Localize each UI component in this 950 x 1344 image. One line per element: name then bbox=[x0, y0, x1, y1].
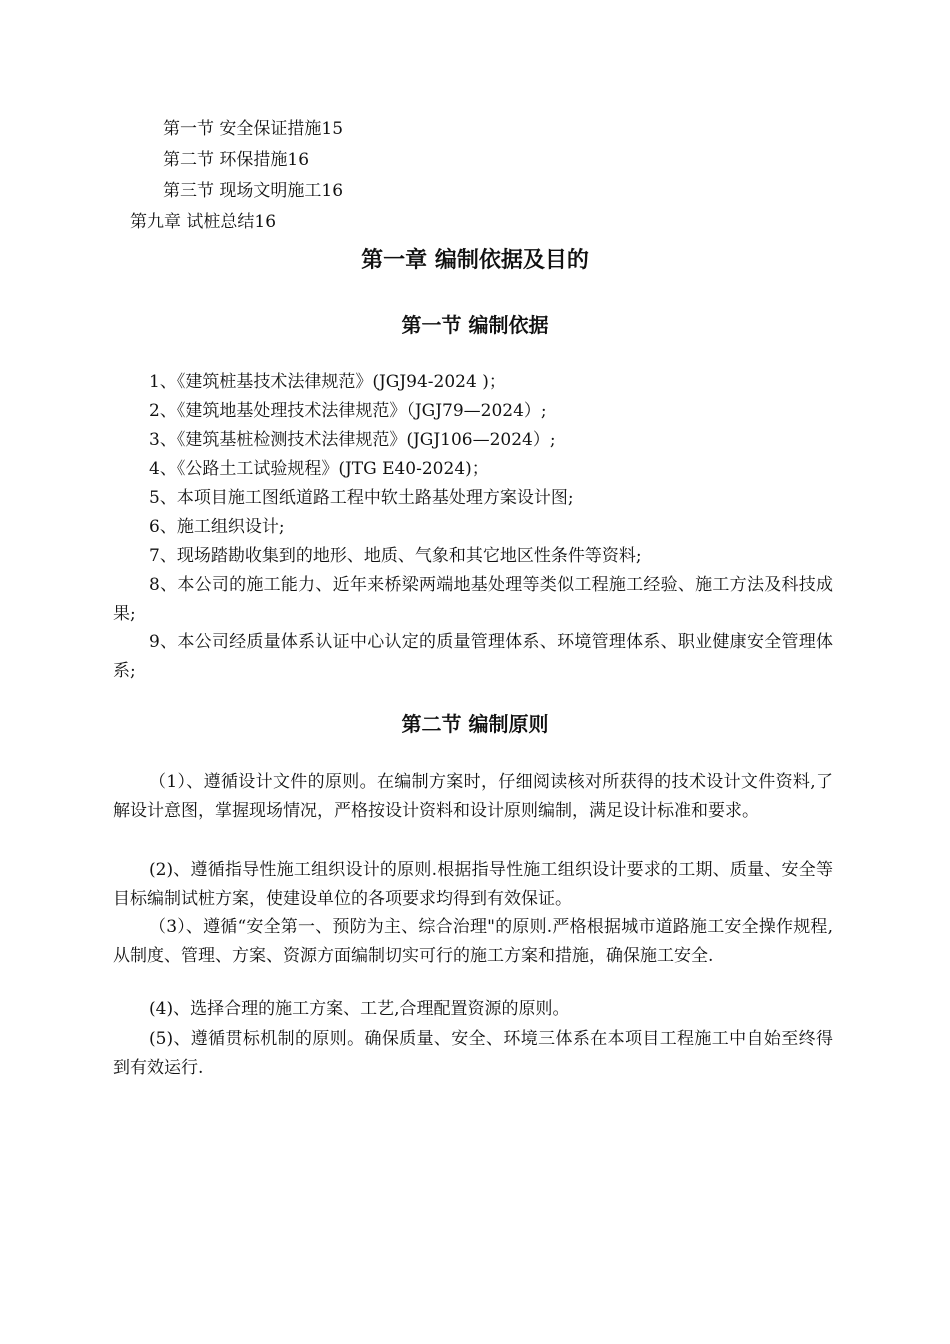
basis-item-9: 9、本公司经质量体系认证中心认定的质量管理体系、环境管理体系、职业健康安全管理体系; bbox=[113, 632, 833, 681]
section-title-basis: 第一节 编制依据 bbox=[401, 313, 549, 337]
toc-line-1: 第一节 安全保证措施15 bbox=[163, 119, 344, 139]
basis-item-8: 8、本公司的施工能力、近年来桥梁两端地基处理等类似工程施工经验、施工方法及科技成果; bbox=[113, 575, 833, 624]
basis-item-3: 3、《建筑基桩检测技术法律规范》(JGJ106—2024）; bbox=[149, 430, 556, 450]
principle-item-1: （1）、遵循设计文件的原则。在编制方案时，仔细阅读核对所获得的技术设计文件资料,了解设计意图，掌握现场情况，严格按设计资料和设计原则编制，满足设计标准和要求。 bbox=[113, 772, 833, 821]
toc-line-3: 第三节 现场文明施工16 bbox=[163, 181, 344, 201]
basis-item-6: 6、施工组织设计; bbox=[149, 517, 285, 537]
toc-line-4: 第九章 试桩总结16 bbox=[130, 212, 277, 232]
principle-item-3: （3）、遵循“安全第一、预防为主、综合治理"的原则.严格根据城市道路施工安全操作规程,从制度、管理、方案、资源方面编制切实可行的施工方案和措施，确保施工安全. bbox=[113, 917, 833, 966]
chapter-title: 第一章 编制依据及目的 bbox=[361, 248, 589, 273]
basis-item-1: 1、《建筑桩基技术法律规范》(JGJ94-2024 )； bbox=[149, 372, 506, 392]
basis-item-5: 5、本项目施工图纸道路工程中软土路基处理方案设计图; bbox=[149, 488, 574, 508]
toc-line-2: 第二节 环保措施16 bbox=[163, 150, 310, 170]
principle-item-2: (2)、遵循指导性施工组织设计的原则.根据指导性施工组织设计要求的工期、质量、安全等目标编制试桩方案，使建设单位的各项要求均得到有效保证。 bbox=[113, 860, 833, 909]
basis-item-7: 7、现场踏勘收集到的地形、地质、气象和其它地区性条件等资料; bbox=[149, 546, 642, 566]
principle-item-4: (4)、选择合理的施工方案、工艺,合理配置资源的原则。 bbox=[149, 999, 570, 1019]
principle-item-5: (5)、遵循贯标机制的原则。确保质量、安全、环境三体系在本项目工程施工中自始至终得到有效运行. bbox=[113, 1029, 833, 1078]
basis-item-2: 2、《建筑地基处理技术法律规范》（JGJ79—2024）; bbox=[149, 401, 547, 421]
basis-item-4: 4、《公路土工试验规程》(JTG E40-2024)； bbox=[149, 459, 489, 479]
section-title-principles: 第二节 编制原则 bbox=[401, 712, 549, 736]
